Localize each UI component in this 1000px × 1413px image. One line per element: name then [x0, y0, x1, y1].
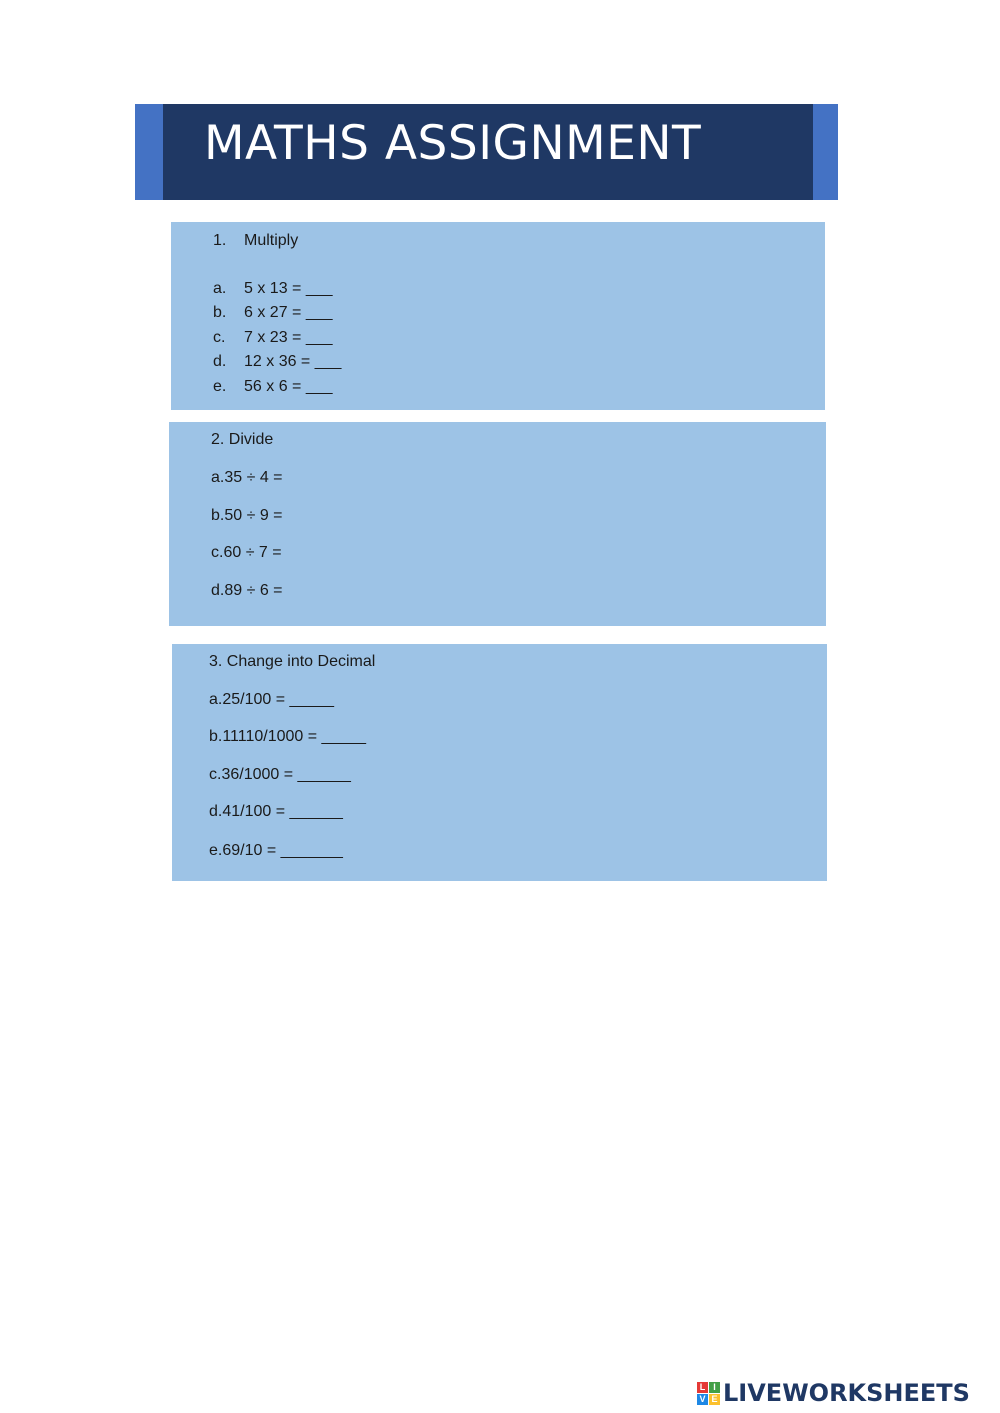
list-item: d.41/100 = ______	[209, 803, 343, 820]
list-item: c.36/1000 = ______	[209, 766, 351, 783]
multiply-section	[171, 222, 825, 410]
title-banner	[163, 104, 813, 200]
list-item: a.35 ÷ 4 =	[211, 469, 283, 486]
section-heading	[213, 231, 298, 251]
logo-letter: V	[697, 1394, 708, 1405]
list-item: d.89 ÷ 6 =	[211, 582, 283, 599]
list-item	[213, 352, 341, 372]
item-text: 6 x 27 = ___	[244, 304, 333, 321]
item-text: 56 x 6 = ___	[244, 378, 333, 395]
item-text: 12 x 36 = ___	[244, 353, 342, 370]
logo-letter: L	[697, 1382, 708, 1393]
list-item: e.69/10 = _______	[209, 842, 343, 859]
item-label: e.	[213, 378, 227, 395]
item-label: a.	[213, 280, 227, 297]
list-item	[213, 279, 333, 299]
list-item: a.25/100 = _____	[209, 691, 335, 708]
liveworksheets-logo	[697, 1378, 970, 1408]
section-heading: 3. Change into Decimal	[209, 653, 376, 670]
list-item: b.11110/1000 = _____	[209, 728, 367, 745]
list-item	[213, 303, 333, 323]
logo-letter: E	[709, 1394, 720, 1405]
logo-letter: I	[709, 1382, 720, 1393]
list-item: b.50 ÷ 9 =	[211, 507, 283, 524]
section-heading: 2. Divide	[211, 431, 274, 448]
page-title: MATHS ASSIGNMENT	[204, 116, 702, 171]
section-title: Multiply	[244, 232, 299, 249]
item-text: 5 x 13 = ___	[244, 280, 333, 297]
decimal-section	[172, 644, 827, 881]
brand-name: LIVEWORKSHEETS	[723, 1379, 970, 1407]
item-label: c.	[213, 329, 226, 346]
item-text: 7 x 23 = ___	[244, 329, 333, 346]
logo-mark-icon	[697, 1382, 720, 1405]
section-number: 1.	[213, 232, 227, 249]
list-item: c.60 ÷ 7 =	[211, 544, 282, 561]
item-label: d.	[213, 353, 227, 370]
list-item	[213, 328, 333, 348]
item-label: b.	[213, 304, 227, 321]
list-item	[213, 377, 333, 397]
divide-section	[169, 422, 826, 626]
